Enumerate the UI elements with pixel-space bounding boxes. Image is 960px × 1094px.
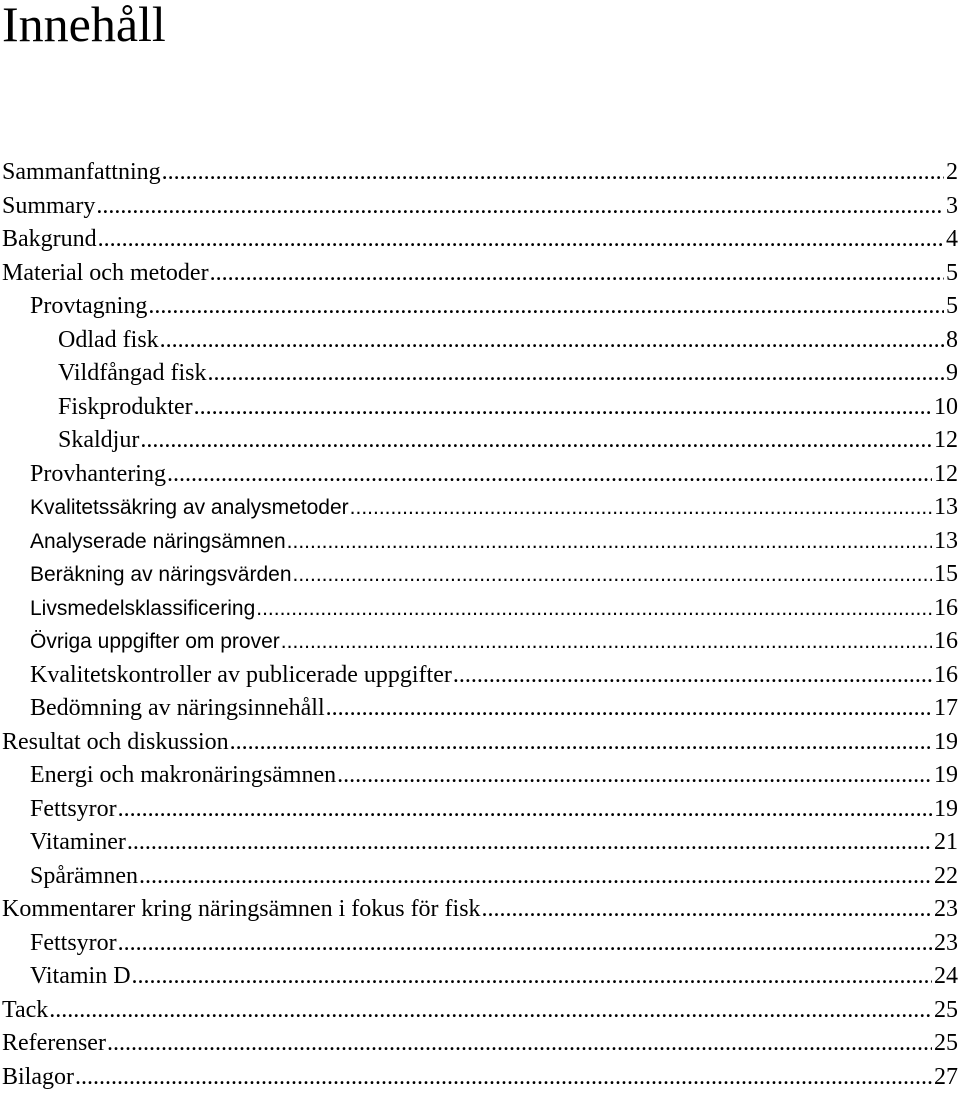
toc-entry[interactable] xyxy=(0,1027,958,1061)
toc-entry-page-number: 19 xyxy=(934,793,958,827)
toc-entry-label: Livsmedelsklassificering xyxy=(30,592,255,626)
toc-entry[interactable] xyxy=(0,759,958,793)
toc-entry[interactable] xyxy=(0,893,958,927)
toc-dot-leader xyxy=(107,1027,932,1061)
toc-entry[interactable] xyxy=(0,659,958,693)
toc-dot-leader xyxy=(49,994,932,1028)
toc-entry-label: Analyserade näringsämnen xyxy=(30,525,286,559)
toc-entry-page-number: 16 xyxy=(934,659,958,693)
toc-dot-leader xyxy=(230,726,932,760)
toc-entry[interactable] xyxy=(0,458,958,492)
toc-entry-label: Fettsyror xyxy=(30,927,117,961)
toc-entry[interactable] xyxy=(0,357,958,391)
toc-entry-label: Skaldjur xyxy=(58,424,139,458)
toc-entry[interactable] xyxy=(0,290,958,324)
toc-entry-page-number: 12 xyxy=(934,424,958,458)
toc-entry[interactable] xyxy=(0,424,958,458)
toc-entry-page-number: 8 xyxy=(946,324,958,358)
toc-entry-page-number: 13 xyxy=(934,525,958,559)
toc-entry-page-number: 25 xyxy=(934,994,958,1028)
toc-entry-page-number: 16 xyxy=(934,625,958,659)
toc-entry-label: Provtagning xyxy=(30,290,147,324)
toc-dot-leader xyxy=(75,1061,932,1094)
toc-entry-page-number: 24 xyxy=(934,960,958,994)
toc-entry-label: Tack xyxy=(2,994,48,1028)
toc-entry[interactable] xyxy=(0,927,958,961)
toc-entry-label: Bilagor xyxy=(2,1061,74,1094)
toc-dot-leader xyxy=(118,927,932,961)
toc-entry-page-number: 19 xyxy=(934,759,958,793)
toc-entry-page-number: 16 xyxy=(934,592,958,626)
toc-entry-label: Energi och makronäringsämnen xyxy=(30,759,336,793)
toc-entry-page-number: 4 xyxy=(946,223,958,257)
toc-entry[interactable] xyxy=(0,860,958,894)
toc-entry-page-number: 5 xyxy=(946,257,958,291)
toc-dot-leader xyxy=(140,424,932,458)
toc-entry[interactable] xyxy=(0,558,958,592)
toc-entry-label: Vitaminer xyxy=(30,826,126,860)
toc-dot-leader xyxy=(132,960,932,994)
toc-dot-leader xyxy=(287,525,932,559)
toc-entry-page-number: 19 xyxy=(934,726,958,760)
toc-entry[interactable] xyxy=(0,1061,958,1094)
toc-entry[interactable] xyxy=(0,726,958,760)
toc-entry-page-number: 17 xyxy=(934,692,958,726)
toc-entry[interactable] xyxy=(0,223,958,257)
toc-dot-leader xyxy=(208,357,944,391)
toc-entry-label: Vitamin D xyxy=(30,960,131,994)
toc-dot-leader xyxy=(148,290,944,324)
page-title: Innehåll xyxy=(2,0,166,54)
toc-entry[interactable] xyxy=(0,994,958,1028)
toc-entry-label: Övriga uppgifter om prover xyxy=(30,625,280,659)
toc-entry-page-number: 27 xyxy=(934,1061,958,1094)
toc-dot-leader xyxy=(281,625,932,659)
toc-entry[interactable] xyxy=(0,960,958,994)
toc-dot-leader xyxy=(98,223,944,257)
toc-dot-leader xyxy=(162,156,944,190)
toc-entry-page-number: 2 xyxy=(946,156,958,190)
toc-entry[interactable] xyxy=(0,592,958,626)
toc-entry-label: Spårämnen xyxy=(30,860,138,894)
toc-entry-page-number: 25 xyxy=(934,1027,958,1061)
toc-entry-page-number: 5 xyxy=(946,290,958,324)
toc-entry[interactable] xyxy=(0,793,958,827)
toc-entry-label: Resultat och diskussion xyxy=(2,726,229,760)
toc-entry-page-number: 3 xyxy=(946,190,958,224)
toc-dot-leader xyxy=(453,659,932,693)
toc-dot-leader xyxy=(139,860,932,894)
toc-entry-page-number: 15 xyxy=(934,558,958,592)
toc-dot-leader xyxy=(482,893,932,927)
toc-entry-page-number: 22 xyxy=(934,860,958,894)
toc-dot-leader xyxy=(96,190,944,224)
toc-dot-leader xyxy=(293,558,933,592)
toc-dot-leader xyxy=(194,391,932,425)
toc-dot-leader xyxy=(127,826,932,860)
toc-entry-page-number: 12 xyxy=(934,458,958,492)
toc-entry-page-number: 10 xyxy=(934,391,958,425)
toc-entry[interactable] xyxy=(0,826,958,860)
toc-entry-page-number: 9 xyxy=(946,357,958,391)
toc-entry-label: Summary xyxy=(2,190,95,224)
toc-entry[interactable] xyxy=(0,156,958,190)
toc-dot-leader xyxy=(337,759,932,793)
toc-entry-label: Beräkning av näringsvärden xyxy=(30,558,292,592)
toc-entry-label: Sammanfattning xyxy=(2,156,161,190)
toc-entry[interactable] xyxy=(0,625,958,659)
toc-entry-label: Material och metoder xyxy=(2,257,209,291)
toc-entry[interactable] xyxy=(0,190,958,224)
toc-entry-label: Kvalitetssäkring av analysmetoder xyxy=(30,491,349,525)
toc-entry-label: Provhantering xyxy=(30,458,166,492)
toc-entry[interactable] xyxy=(0,491,958,525)
toc-dot-leader xyxy=(256,592,932,626)
toc-entry-page-number: 23 xyxy=(934,893,958,927)
toc-dot-leader xyxy=(350,491,932,525)
toc-entry[interactable] xyxy=(0,257,958,291)
toc-entry-page-number: 21 xyxy=(934,826,958,860)
toc-entry-label: Fettsyror xyxy=(30,793,117,827)
toc-entry-page-number: 13 xyxy=(934,491,958,525)
toc-entry[interactable] xyxy=(0,692,958,726)
toc-dot-leader xyxy=(326,692,932,726)
toc-entry[interactable] xyxy=(0,324,958,358)
table-of-contents xyxy=(0,156,958,1094)
toc-entry-label: Odlad fisk xyxy=(58,324,159,358)
toc-dot-leader xyxy=(160,324,944,358)
toc-entry-label: Vildfångad fisk xyxy=(58,357,207,391)
toc-entry-page-number: 23 xyxy=(934,927,958,961)
toc-dot-leader xyxy=(167,458,932,492)
toc-entry-label: Bedömning av näringsinnehåll xyxy=(30,692,325,726)
toc-dot-leader xyxy=(210,257,944,291)
toc-entry[interactable] xyxy=(0,391,958,425)
toc-entry-label: Kommentarer kring näringsämnen i fokus för fisk xyxy=(2,893,481,927)
toc-entry-label: Referenser xyxy=(2,1027,106,1061)
toc-dot-leader xyxy=(118,793,932,827)
toc-entry[interactable] xyxy=(0,525,958,559)
toc-entry-label: Kvalitetskontroller av publicerade uppgifter xyxy=(30,659,452,693)
toc-entry-label: Bakgrund xyxy=(2,223,97,257)
toc-entry-label: Fiskprodukter xyxy=(58,391,193,425)
